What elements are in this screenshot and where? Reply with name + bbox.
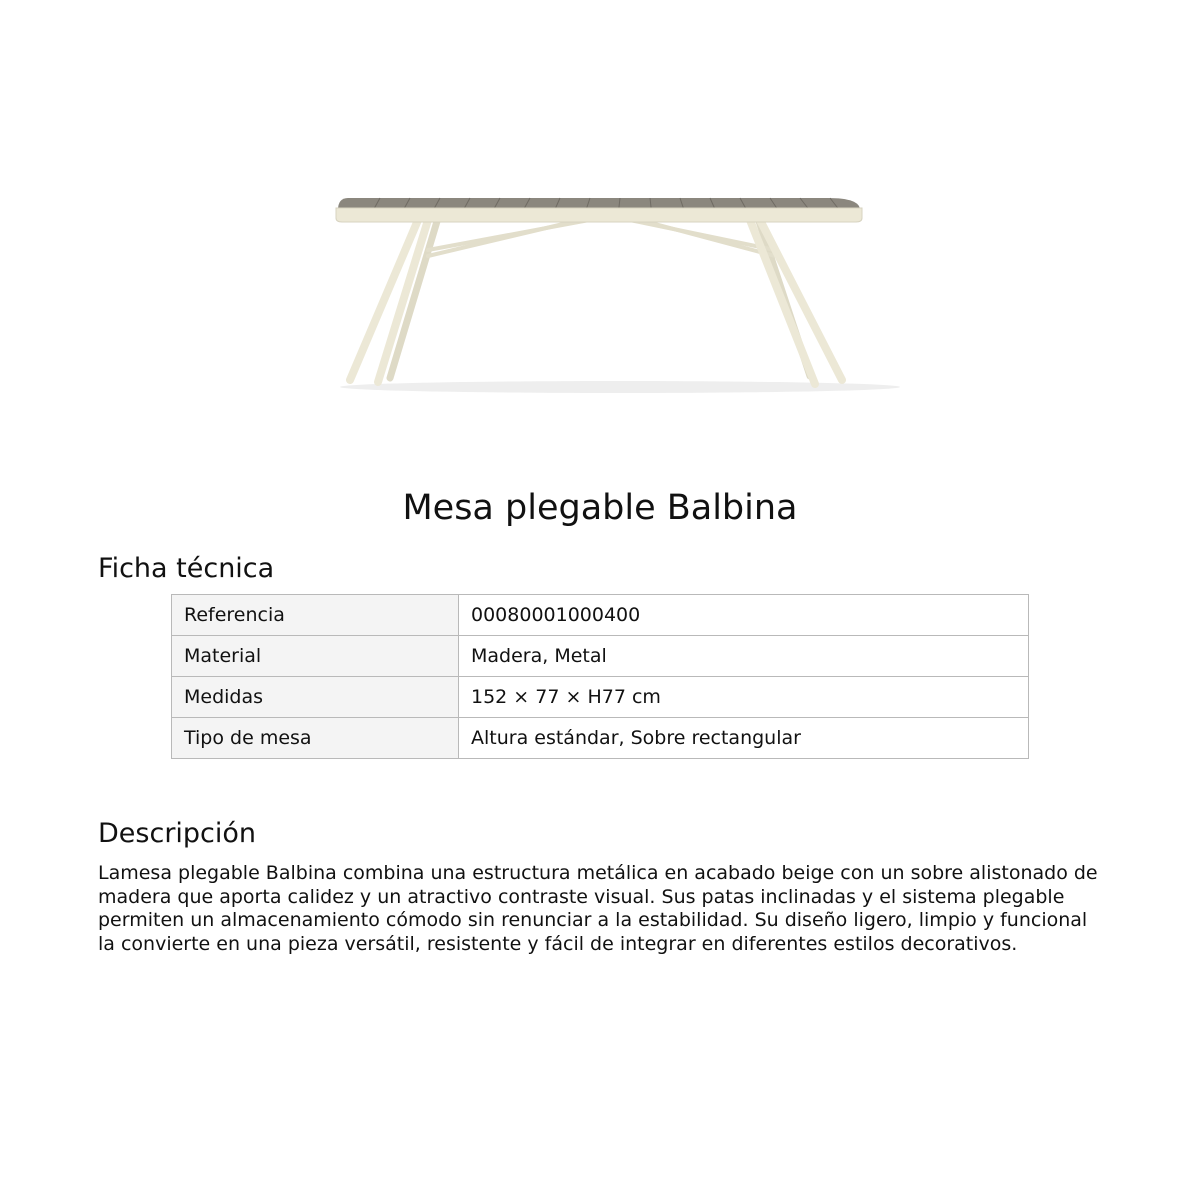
spec-value: Madera, Metal [459,636,1029,677]
table-top [336,198,862,222]
cross-braces [428,218,775,256]
front-legs [350,220,842,384]
product-title: Mesa plegable Balbina [402,488,798,528]
spec-value: 00080001000400 [459,595,1029,636]
spec-label: Referencia [172,595,459,636]
specs-heading: Ficha técnica [98,553,275,584]
spec-row-tipo-de-mesa [172,718,1029,759]
spec-value: Altura estándar, Sobre rectangular [459,718,1029,759]
spec-label: Material [172,636,459,677]
product-image [320,180,920,400]
spec-label: Tipo de mesa [172,718,459,759]
spec-row-material [172,636,1029,677]
back-legs [390,218,810,378]
spec-row-medidas [172,677,1029,718]
spec-row-referencia [172,595,1029,636]
spec-table [171,594,1029,759]
description-text: Lamesa plegable Balbina combina una estructura metálica en acabado beige con un sobre alistonado de madera que aporta calidez y un atractivo contraste visual. Sus patas inclinadas y el sistema plegable permiten un almacenamiento cómodo sin renunciar a la estabilidad. Su diseño ligero, limpio y funcional la convierte en una pieza versátil, resistente y fácil de integrar en diferentes estilos decorativos. [98,862,1098,955]
description-heading: Descripción [98,818,257,849]
spec-value: 152 × 77 × H77 cm [459,677,1029,718]
spec-label: Medidas [172,677,459,718]
